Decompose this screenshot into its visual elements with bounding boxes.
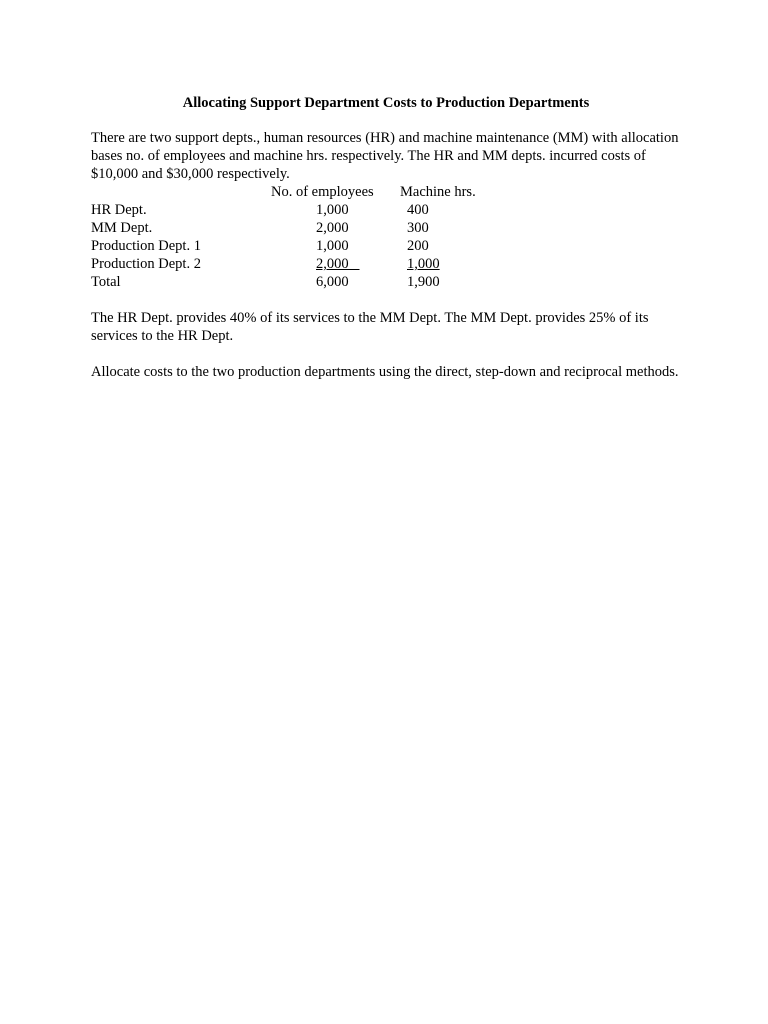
row-label: Production Dept. 1 (91, 238, 201, 254)
row-machine-hrs: 300 (407, 220, 429, 236)
header-employees: No. of employees (271, 184, 374, 200)
intro-paragraph: There are two support depts., human resources (HR) and machine maintenance (MM) with allocation bases no. of employees and machine hrs. respectively. The HR and MM depts. incurred costs of $10,000 and $30,000 respectively. (91, 130, 679, 182)
row-label: MM Dept. (91, 220, 153, 236)
services-paragraph: The HR Dept. provides 40% of its services to the MM Dept. The MM Dept. provides 25% of its services to the HR Dept. (91, 310, 649, 344)
table-row (91, 219, 681, 237)
table-row (91, 237, 681, 255)
header-machine-hrs: Machine hrs. (400, 184, 476, 200)
cost-table (91, 183, 681, 291)
document-page (91, 94, 681, 381)
row-employees: 2,000 (316, 256, 360, 272)
row-employees: 6,000 (316, 274, 349, 290)
row-employees: 1,000 (316, 202, 349, 218)
spacer (91, 291, 681, 309)
row-label: Production Dept. 2 (91, 256, 201, 272)
document-title: Allocating Support Department Costs to Production Departments (182, 95, 590, 111)
table-total-row (91, 273, 681, 291)
table-row (91, 255, 681, 273)
spacer (91, 345, 681, 363)
table-row (91, 201, 681, 219)
row-employees: 2,000 (316, 220, 349, 236)
row-machine-hrs: 1,900 (407, 274, 440, 290)
row-machine-hrs: 200 (407, 238, 429, 254)
row-machine-hrs: 1,000 (407, 256, 440, 272)
row-label: HR Dept. (91, 202, 147, 218)
row-machine-hrs: 400 (407, 202, 429, 218)
row-label: Total (91, 274, 121, 290)
task-paragraph: Allocate costs to the two production departments using the direct, step-down and reciprocal methods. (91, 364, 679, 380)
row-employees: 1,000 (316, 238, 349, 254)
table-header-row (91, 183, 681, 201)
